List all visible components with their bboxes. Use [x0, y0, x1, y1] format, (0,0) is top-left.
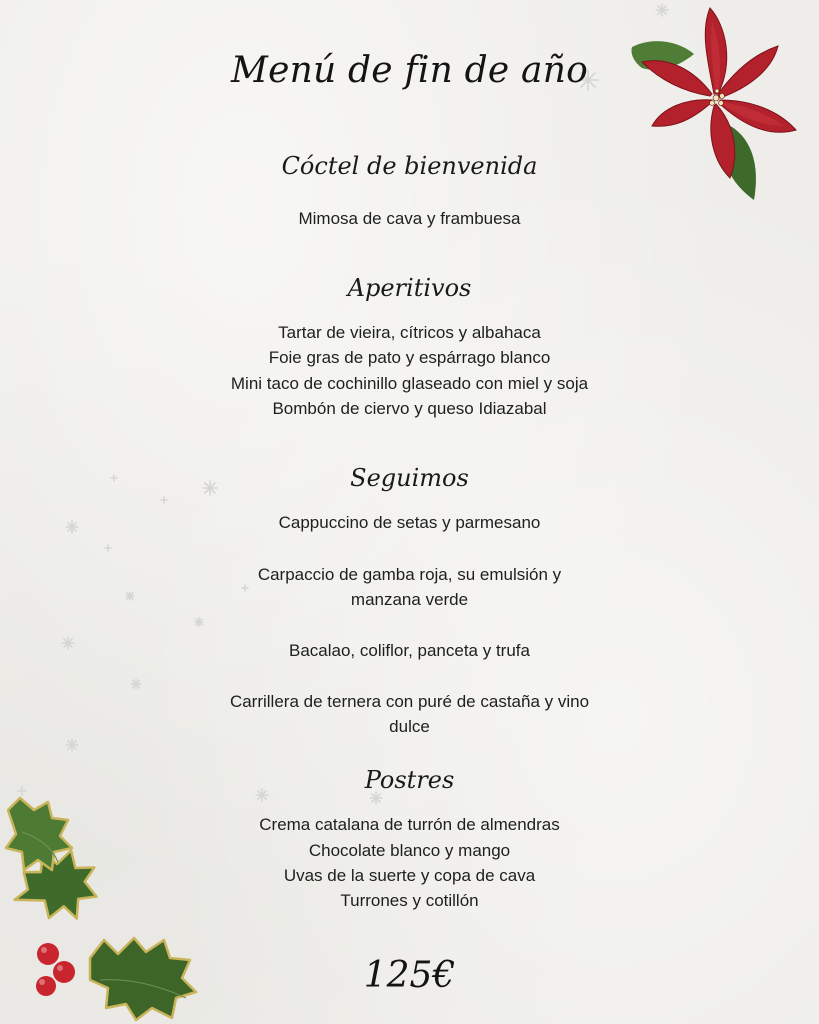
- menu-price: 125€: [363, 955, 456, 996]
- section-heading-aperitivos: Aperitivos: [347, 274, 472, 302]
- menu-item: Carpaccio de gamba roja, su emulsión y: [257, 565, 562, 584]
- menu-item: Mimosa de cava y frambuesa: [298, 209, 521, 228]
- menu-item: Chocolate blanco y mango: [308, 841, 511, 860]
- menu-title: Menú de fin de año: [231, 50, 588, 91]
- section-heading-seguimos: Seguimos: [350, 464, 469, 492]
- menu-item: Cappuccino de setas y parmesano: [278, 513, 541, 532]
- section-heading-coctel: Cóctel de bienvenida: [281, 152, 538, 180]
- menu-item: Turrones y cotillón: [340, 891, 479, 910]
- menu-item: manzana verde: [350, 590, 469, 609]
- menu-item: Uvas de la suerte y copa de cava: [283, 866, 536, 885]
- menu-item: Bacalao, coliflor, panceta y trufa: [289, 641, 530, 660]
- menu-item: Tartar de vieira, cítricos y albahaca: [278, 323, 541, 342]
- menu-item: Bombón de ciervo y queso Idiazabal: [272, 399, 547, 418]
- section-heading-postres: Postres: [364, 766, 455, 794]
- menu-item: Foie gras de pato y espárrago blanco: [268, 348, 551, 367]
- menu-item: Mini taco de cochinillo glaseado con miel y soja: [230, 374, 589, 393]
- menu-item: Crema catalana de turrón de almendras: [259, 815, 560, 834]
- menu-item: dulce: [389, 717, 430, 736]
- menu-item: Carrillera de ternera con puré de castaña y vino: [229, 692, 590, 711]
